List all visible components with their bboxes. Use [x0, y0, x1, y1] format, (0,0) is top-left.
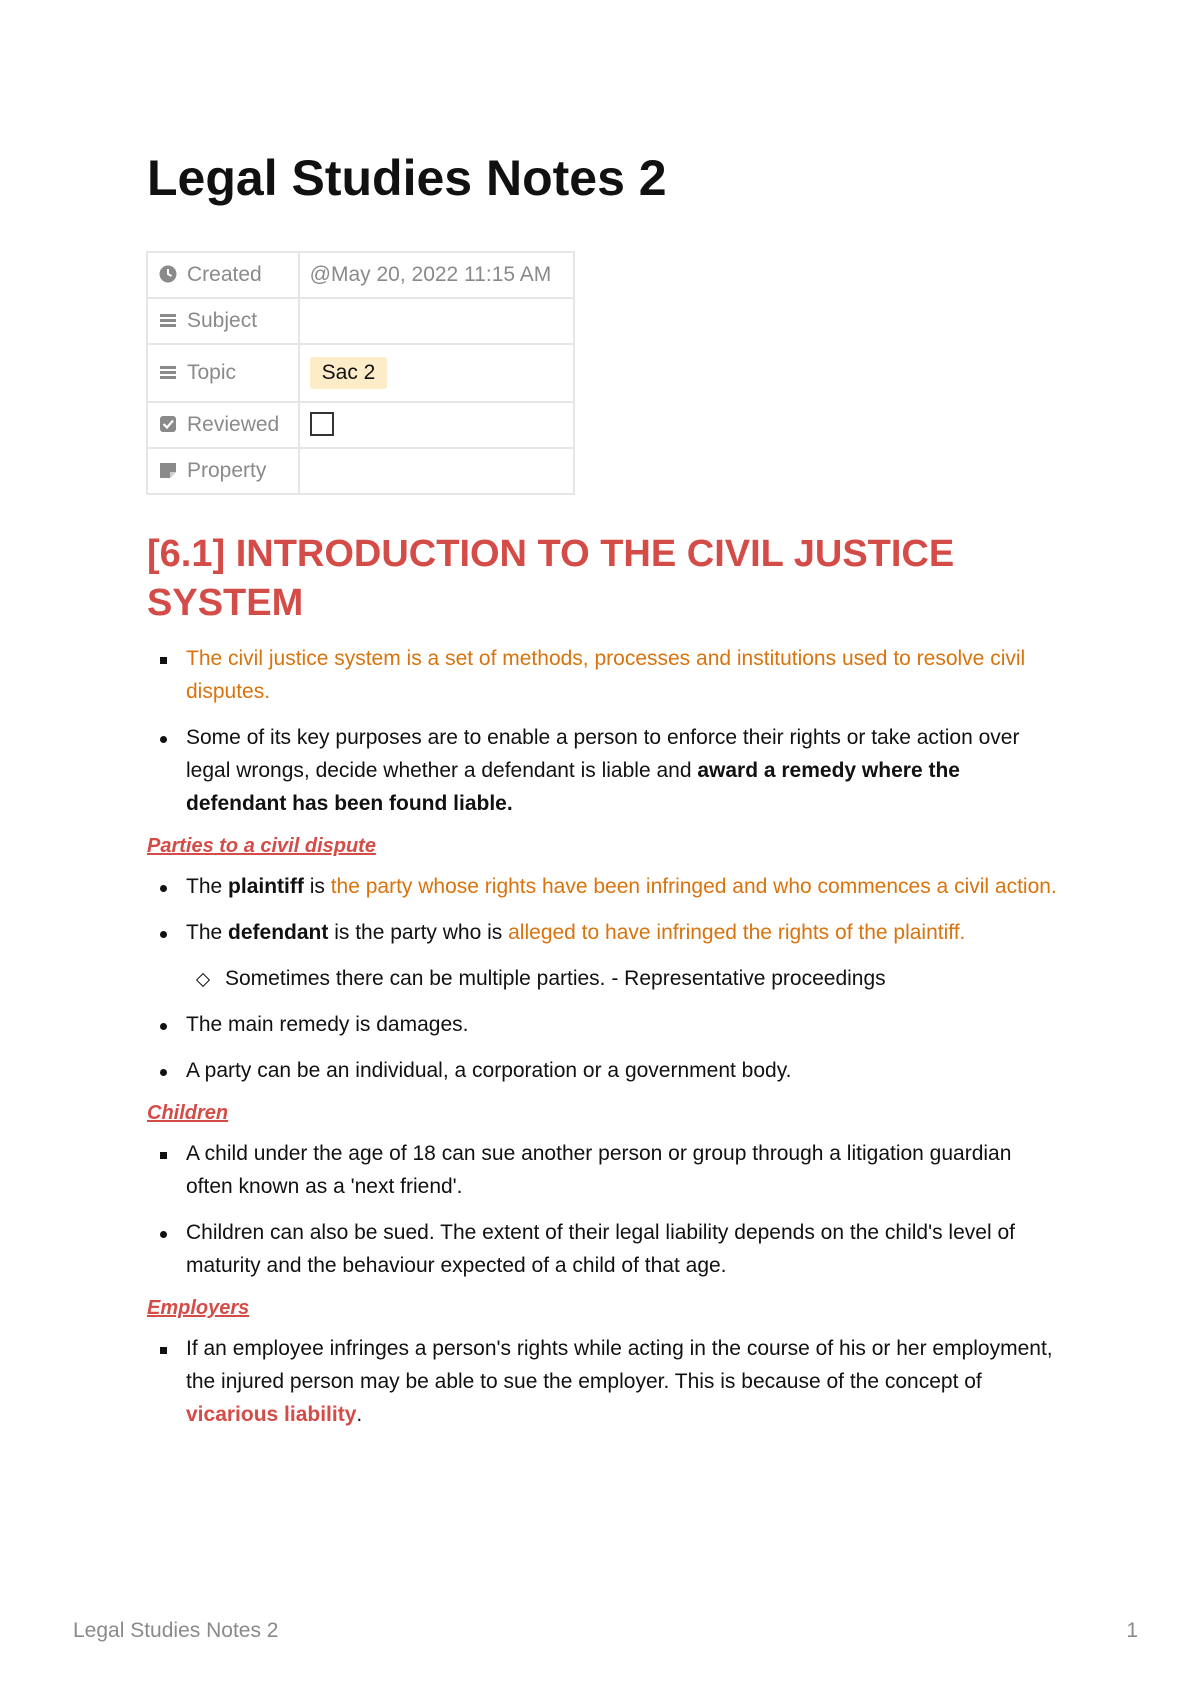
page-number: 1	[1126, 1619, 1138, 1642]
list-item: Children can also be sued. The extent of their legal liability depends on the child's level of maturity and the behaviour expected of a child of that age.	[147, 1216, 1062, 1282]
property-label: Created	[187, 263, 262, 286]
intro-list	[147, 642, 1062, 820]
property-key-reviewed	[147, 402, 299, 448]
subheading-employers: Employers	[147, 1297, 250, 1319]
property-row-reviewed	[147, 402, 574, 448]
property-key-subject	[147, 298, 299, 344]
property-label: Topic	[187, 361, 237, 384]
property-row-created	[147, 252, 574, 298]
children-list	[147, 1137, 1062, 1282]
bold-text: defendant	[228, 921, 329, 944]
topic-tag[interactable]: Sac 2	[310, 357, 388, 389]
employers-list	[147, 1332, 1062, 1431]
list-item: A party can be an individual, a corporation or a government body.	[147, 1054, 1062, 1087]
note-icon	[158, 460, 178, 480]
property-label: Property	[187, 459, 267, 482]
reviewed-checkbox[interactable]	[310, 412, 334, 436]
bold-text: award a remedy where the defendant has been found liable.	[186, 759, 960, 815]
nested-list-item: Sometimes there can be multiple parties. - Representative proceedings	[147, 962, 1062, 995]
section-heading: [6.1] INTRODUCTION TO THE CIVIL JUSTICE SYSTEM	[147, 533, 955, 624]
bold-text: plaintiff	[228, 875, 304, 898]
property-value-created[interactable]: @May 20, 2022 11:15 AM	[299, 252, 574, 298]
footer-title: Legal Studies Notes 2	[73, 1619, 279, 1642]
property-label: Reviewed	[187, 413, 280, 436]
properties-table	[146, 251, 575, 495]
list-item: The plaintiff is the party whose rights have been infringed and who commences a civil action.	[147, 870, 1062, 903]
page-title: Legal Studies Notes 2	[147, 150, 667, 206]
property-value-topic[interactable]	[299, 344, 574, 402]
list-item: Some of its key purposes are to enable a person to enforce their rights or take action over legal wrongs, decide whether a defendant is liable and award a remedy where the defendant has been found liable.	[147, 721, 1062, 820]
property-row-property	[147, 448, 574, 494]
list-item: The main remedy is damages.	[147, 1008, 1062, 1041]
highlighted-text: alleged to have infringed the rights of the plaintiff.	[508, 921, 966, 944]
property-label: Subject	[187, 309, 258, 332]
property-value-subject[interactable]	[299, 298, 574, 344]
checkbox-icon	[158, 414, 178, 434]
parties-list	[147, 870, 1062, 1087]
highlighted-term: vicarious liability	[186, 1403, 357, 1426]
highlighted-text: the party whose rights have been infringed and who commences a civil action.	[330, 875, 1057, 898]
subheading-children: Children	[147, 1102, 229, 1124]
property-value-property[interactable]	[299, 448, 574, 494]
content-body	[147, 530, 1062, 1444]
subheading-parties: Parties to a civil dispute	[147, 835, 376, 857]
list-icon	[158, 310, 178, 330]
list-item: The defendant is the party who is alleged to have infringed the rights of the plaintiff.	[147, 916, 1062, 949]
property-row-subject	[147, 298, 574, 344]
property-key-property	[147, 448, 299, 494]
property-key-topic	[147, 344, 299, 402]
property-row-topic	[147, 344, 574, 402]
property-value-reviewed	[299, 402, 574, 448]
list-icon	[158, 362, 178, 382]
property-key-created	[147, 252, 299, 298]
clock-icon	[158, 264, 178, 284]
list-item: The civil justice system is a set of methods, processes and institutions used to resolve civil disputes.	[147, 642, 1062, 708]
list-item: A child under the age of 18 can sue another person or group through a litigation guardian often known as a 'next friend'.	[147, 1137, 1062, 1203]
list-item: If an employee infringes a person's rights while acting in the course of his or her employment, the injured person may be able to sue the employer. This is because of the concept of vicarious liability.	[147, 1332, 1062, 1431]
